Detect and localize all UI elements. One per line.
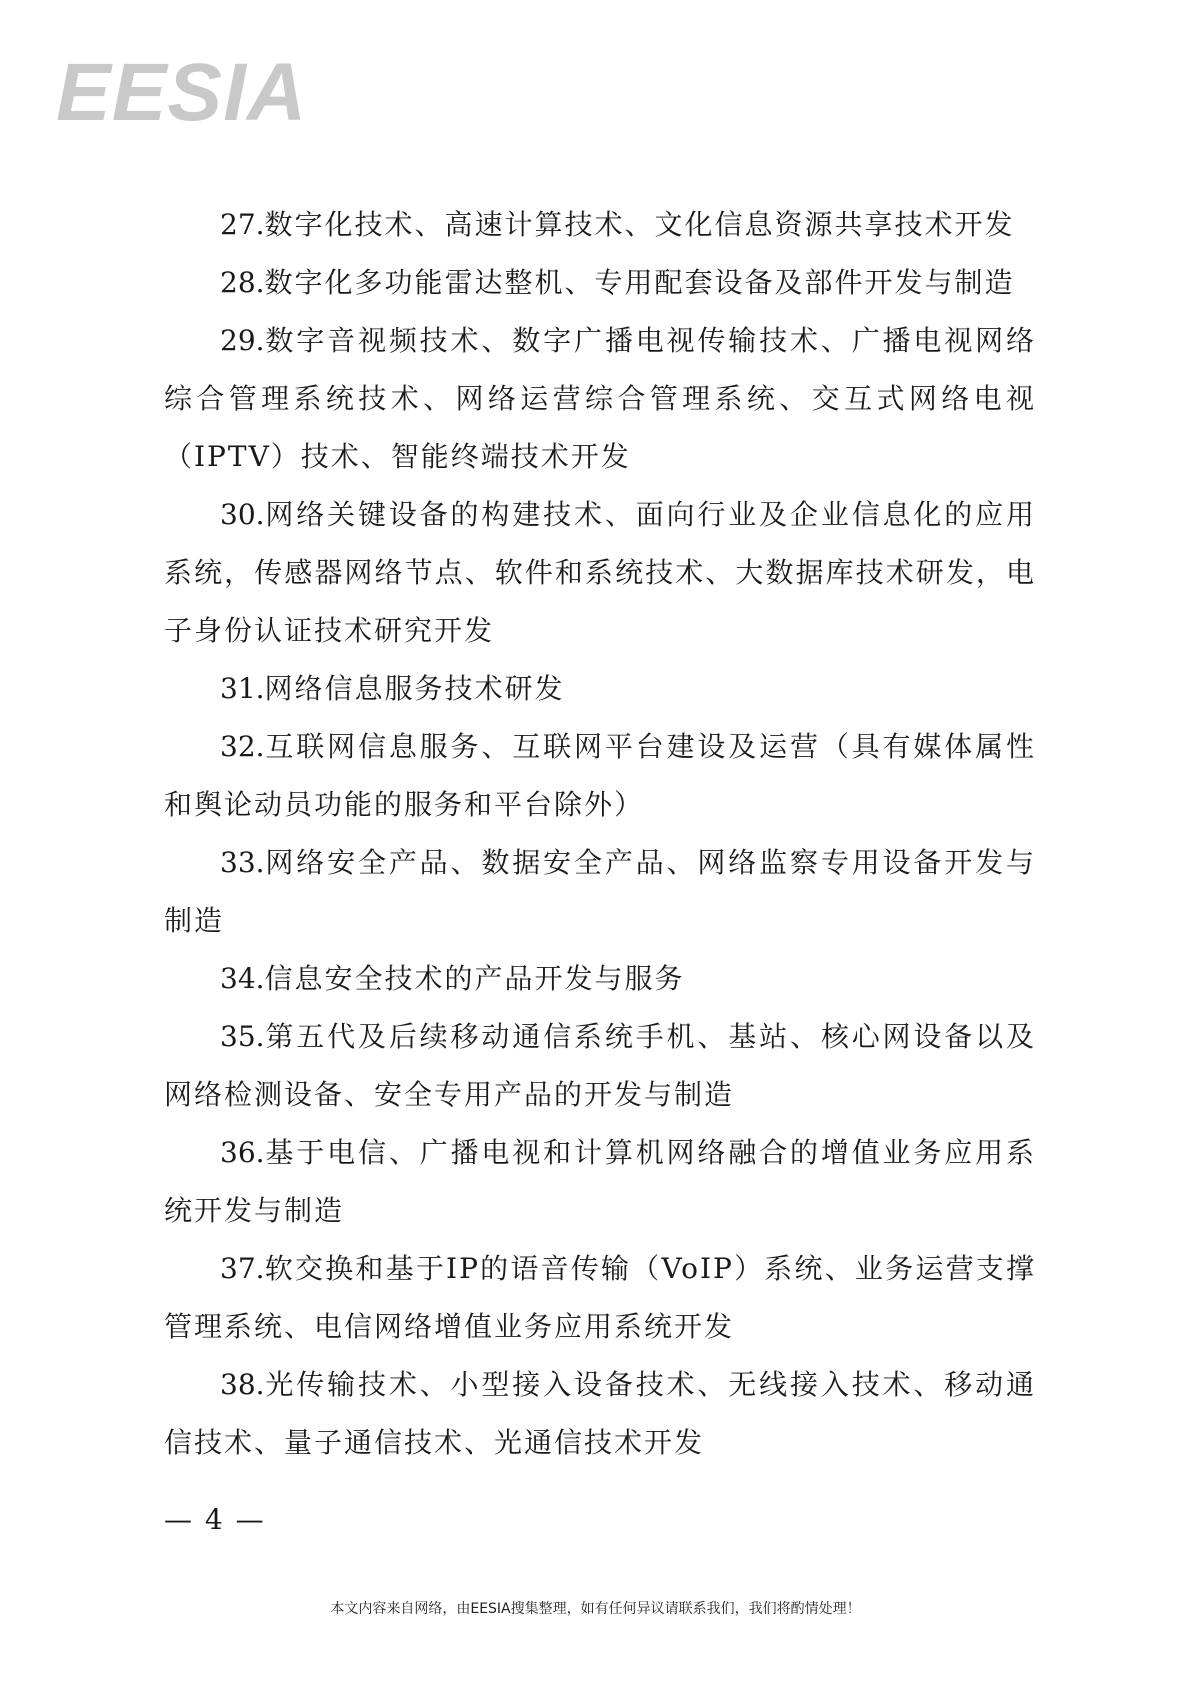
item-text: 数字化多功能雷达整机、专用配套设备及部件开发与制造 [264,266,1015,299]
document-body [164,196,1036,1472]
item-number: 32. [220,730,265,763]
item-number: 29. [220,324,265,357]
page-number: — 4 — [164,1503,266,1536]
list-item [164,660,1036,718]
item-text: 网络关键设备的构建技术、面向行业及企业信息化的应用系统，传感器网络节点、软件和系统技术、大数据库技术研发，电子身份认证技术研究开发 [164,498,1036,647]
list-item [164,718,1036,834]
list-item [164,254,1036,312]
list-item [164,834,1036,950]
list-item [164,1008,1036,1124]
item-number: 36. [220,1136,265,1169]
item-number: 35. [220,1020,265,1053]
item-number: 37. [220,1252,265,1285]
item-text: 网络安全产品、数据安全产品、网络监察专用设备开发与制造 [164,846,1036,937]
item-number: 34. [220,962,265,995]
item-text: 软交换和基于IP的语音传输（VoIP）系统、业务运营支撑管理系统、电信网络增值业务应用系统开发 [164,1252,1036,1343]
item-number: 31. [220,672,265,705]
footer-disclaimer: 本文内容来自网络，由EESIA搜集整理，如有任何异议请联系我们，我们将酌情处理！ [330,1601,861,1617]
item-text: 数字化技术、高速计算技术、文化信息资源共享技术开发 [264,208,1015,241]
item-text: 信息安全技术的产品开发与服务 [264,962,685,995]
eesia-logo: EESIA [56,47,308,138]
item-text: 基于电信、广播电视和计算机网络融合的增值业务应用系统开发与制造 [164,1136,1036,1227]
list-item [164,486,1036,660]
item-text: 光传输技术、小型接入设备技术、无线接入技术、移动通信技术、量子通信技术、光通信技术开发 [164,1368,1036,1459]
item-number: 38. [220,1368,265,1401]
item-text: 第五代及后续移动通信系统手机、基站、核心网设备以及网络检测设备、安全专用产品的开发与制造 [164,1020,1036,1111]
list-item [164,196,1036,254]
list-item [164,1356,1036,1472]
item-number: 28. [220,266,265,299]
list-item [164,950,1036,1008]
item-number: 27. [220,208,265,241]
list-item [164,1124,1036,1240]
item-text: 数字音视频技术、数字广播电视传输技术、广播电视网络综合管理系统技术、网络运营综合管理系统、交互式网络电视（IPTV）技术、智能终端技术开发 [164,324,1036,473]
item-number: 30. [220,498,265,531]
list-item [164,1240,1036,1356]
item-text: 网络信息服务技术研发 [264,672,565,705]
list-item [164,312,1036,486]
item-number: 33. [220,846,265,879]
item-text: 互联网信息服务、互联网平台建设及运营（具有媒体属性和舆论动员功能的服务和平台除外） [164,730,1036,821]
